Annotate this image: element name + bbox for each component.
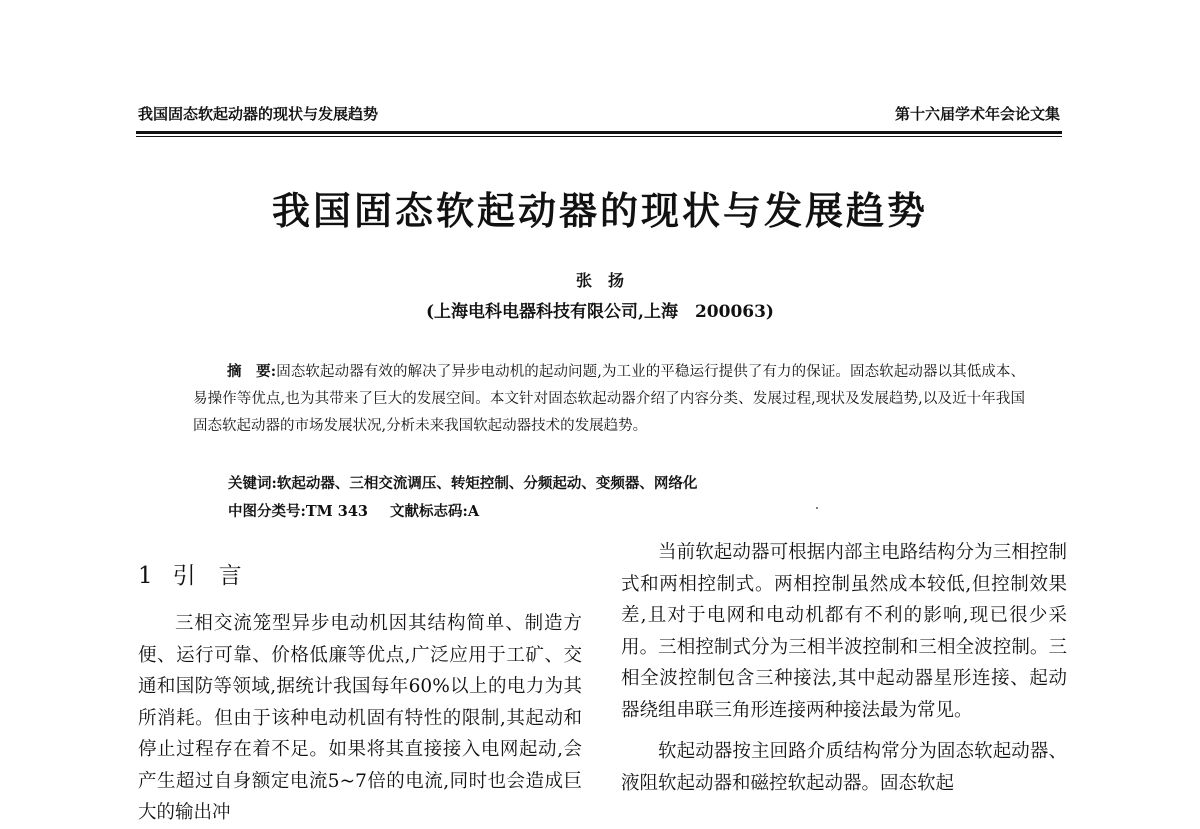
section-number: 1 bbox=[138, 563, 153, 589]
stray-dot bbox=[816, 507, 818, 509]
author-affiliation: (上海电科电器科技有限公司,上海 200063) bbox=[426, 302, 774, 322]
right-column bbox=[621, 537, 1067, 799]
abstract-text: 固态软起动器有效的解决了异步电动机的起动问题,为工业的平稳运行提供了有力的保证。固态软起动器以其低成本、易操作等优点,也为其带来了巨大的发展空间。本文针对固态软起动器介绍了内容分类、发展过程,现状及发展趋势,以及近十年我国固态软起动器的市场发展状况,分析未来我国软起动器技术的发展趋势。 bbox=[193, 364, 1026, 434]
section-heading bbox=[138, 556, 582, 596]
doc-code-label: 文献标志码: bbox=[390, 503, 468, 520]
running-header bbox=[138, 103, 1060, 129]
right-paragraph-1: 当前软起动器可根据内部主电路结构分为三相控制式和两相控制式。两相控制虽然成本较低,但控制效果差,且对于电网和电动机都有不利的影响,现已很少采用。三相控制式分为三相半波控制和三相全波控制。三相全波控制包含三种接法,其中起动器星形连接、起动器绕组串联三角形连接两种接法最为常见。 bbox=[621, 542, 1067, 721]
author-name: 张 扬 bbox=[575, 271, 624, 290]
left-column bbox=[138, 556, 582, 829]
intro-paragraph: 三相交流笼型异步电动机因其结构简单、制造方便、运行可靠、价格低廉等优点,广泛应用于工矿、交通和国防等领域,据统计我国每年60%以上的电力为其所消耗。但由于该种电动机固有特性的限制,其起动和停止过程存在着不足。如果将其直接接入电网起动,会产生超过自身额定电流5~7倍的电流,同时也会造成巨大的输出冲 bbox=[138, 613, 582, 823]
doc-code-value: A bbox=[467, 503, 480, 520]
paper-title: 我国固态软起动器的现状与发展趋势 bbox=[271, 189, 928, 233]
keywords-label: 关键词: bbox=[228, 475, 277, 492]
classification-value: TM 343 bbox=[305, 503, 369, 520]
keywords-block bbox=[228, 470, 1028, 526]
running-header-proceedings: 第十六届学术年会论文集 bbox=[894, 105, 1060, 123]
keywords-text: 软起动器、三相交流调压、转矩控制、分频起动、变频器、网络化 bbox=[276, 475, 698, 492]
header-rule-thin bbox=[136, 136, 1062, 137]
abstract bbox=[193, 358, 1025, 440]
running-header-title: 我国固态软起动器的现状与发展趋势 bbox=[138, 105, 379, 123]
right-paragraph-2: 软起动器按主回路介质结构常分为固态软起动器、液阻软起动器和磁控软起动器。固态软起 bbox=[621, 741, 1067, 794]
section-title: 引 言 bbox=[172, 563, 242, 589]
abstract-label: 摘 要: bbox=[227, 363, 277, 380]
classification-label: 中图分类号: bbox=[228, 503, 306, 520]
header-rule-thick bbox=[136, 131, 1062, 134]
